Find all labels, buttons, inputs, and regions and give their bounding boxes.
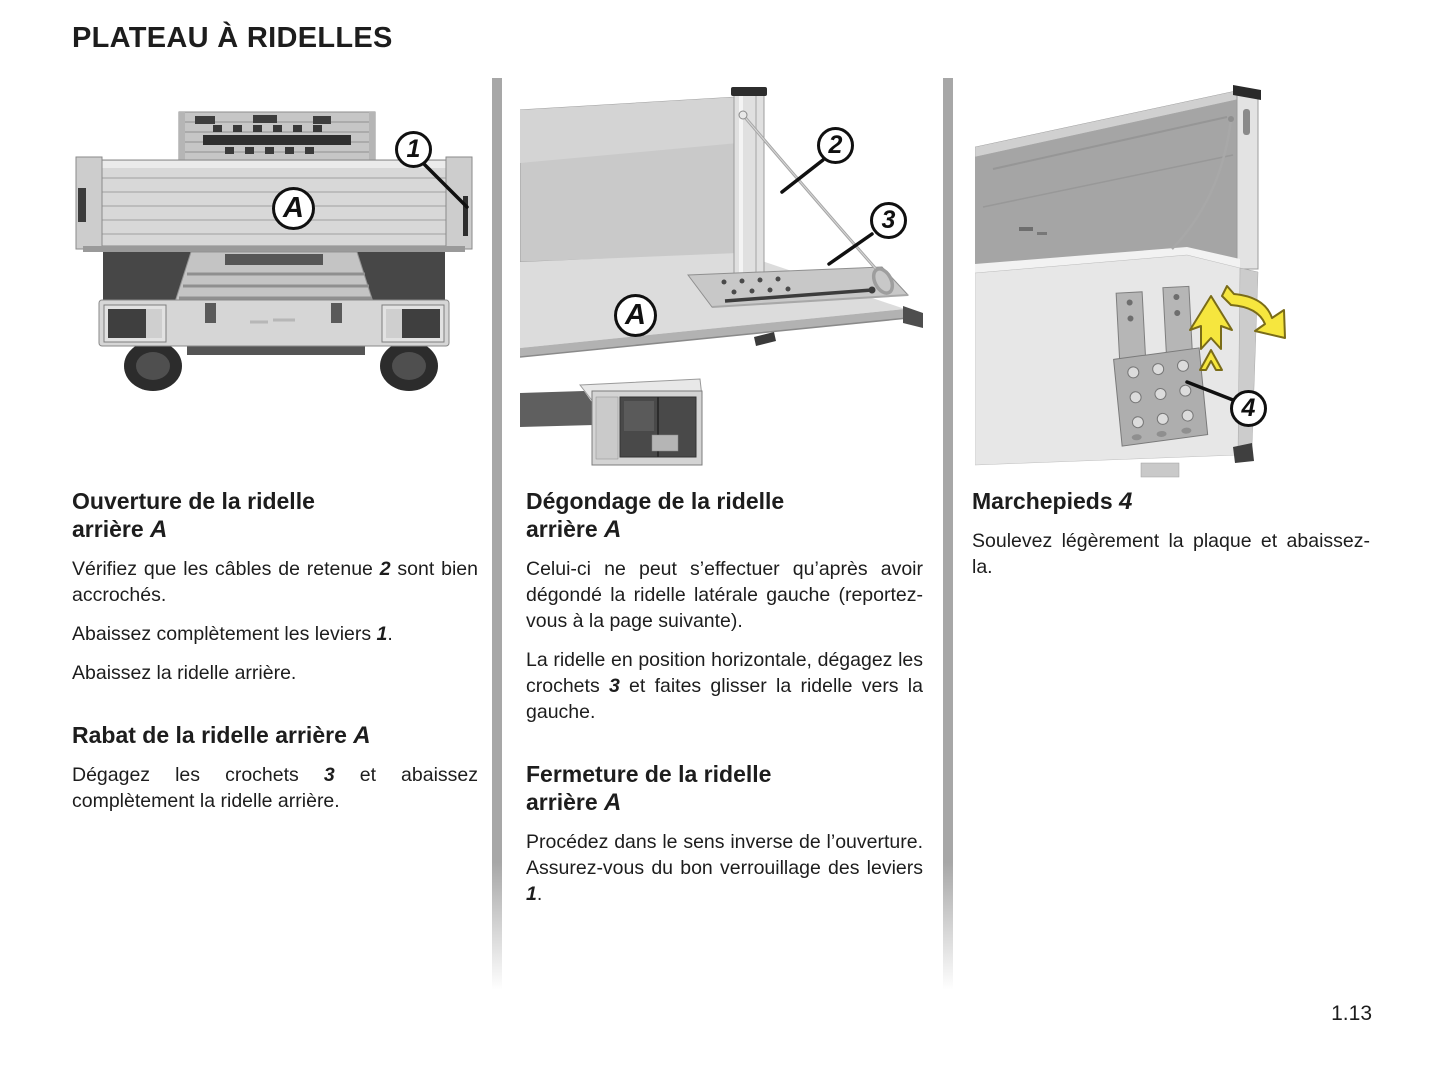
heading-marchepieds: Marchepieds 4 <box>972 488 1133 515</box>
corner-post <box>731 87 767 289</box>
column-3 <box>972 487 1370 594</box>
callout-1-label: 1 <box>406 135 421 163</box>
figure-platform-corner <box>520 85 930 475</box>
paragraph: Vérifiez que les câbles de retenue 2 sont bien accrochés. <box>72 558 479 607</box>
callout-a-label: A <box>283 192 304 224</box>
paragraph: Abaissez la ridelle arrière. <box>72 662 297 685</box>
heading-fermeture-ridelle-arriere: Fermeture de la ridelle arrière A <box>526 760 772 816</box>
callout-3-label: 3 <box>881 206 896 234</box>
paragraph: Abaissez complètement les leviers 1. <box>72 623 393 646</box>
side-panel <box>520 97 738 262</box>
heading-ouverture-ridelle-arriere: Ouverture de la ridelle arrière A <box>72 488 315 544</box>
truck-underbody <box>103 252 445 302</box>
heading-rabat-ridelle-arriere: Rabat de la ridelle arrière A <box>72 722 371 749</box>
cab-rack <box>179 112 375 162</box>
heading-degondage-ridelle-arriere: Dégondage de la ridelle arrière A <box>526 488 785 544</box>
flatbed-corner <box>975 85 1261 477</box>
callout-3-marker <box>870 202 907 239</box>
callout-1-marker <box>395 131 432 168</box>
callout-2-leader-line <box>782 160 823 192</box>
column-1 <box>72 487 478 828</box>
column-separator <box>492 78 502 990</box>
column-separator <box>943 78 953 990</box>
paragraph: Celui-ci ne peut s’effectuer qu’après avoir dégondé la ridelle latérale gauche (reportez-vous à la page suivante). <box>526 558 923 633</box>
callout-4-marker <box>1230 390 1267 427</box>
callout-2-marker <box>817 127 854 164</box>
tail-light <box>520 379 702 465</box>
page-title: PLATEAU À RIDELLES <box>72 22 393 54</box>
page-number: 1.13 <box>1331 1002 1372 1025</box>
rear-wheels <box>124 341 438 391</box>
column-2 <box>526 487 923 921</box>
figure-step-plate <box>975 85 1395 480</box>
callout-a-label: A <box>625 299 646 331</box>
paragraph: Soulevez légèrement la plaque et abaissez-la. <box>972 530 1370 579</box>
platform-corner-illustration <box>520 85 930 475</box>
paragraph: La ridelle en position horizontale, dégagez les crochets 3 et faites glisser la ridelle vers la gauche. <box>526 649 923 723</box>
step-plate-illustration <box>975 85 1395 480</box>
paragraph: Dégagez les crochets 3 et abaissez complètement la ridelle arrière. <box>72 764 479 813</box>
paragraph: Procédez dans le sens inverse de l’ouverture. Assurez-vous du bon verrouillage des leviers 1. <box>526 831 923 905</box>
rear-bumper <box>99 300 449 346</box>
callout-2-label: 2 <box>828 131 843 159</box>
figure-truck-rear <box>75 100 480 420</box>
callout-4-label: 4 <box>1241 394 1256 422</box>
callout-a-marker <box>272 187 315 230</box>
callout-a-marker <box>614 294 657 337</box>
